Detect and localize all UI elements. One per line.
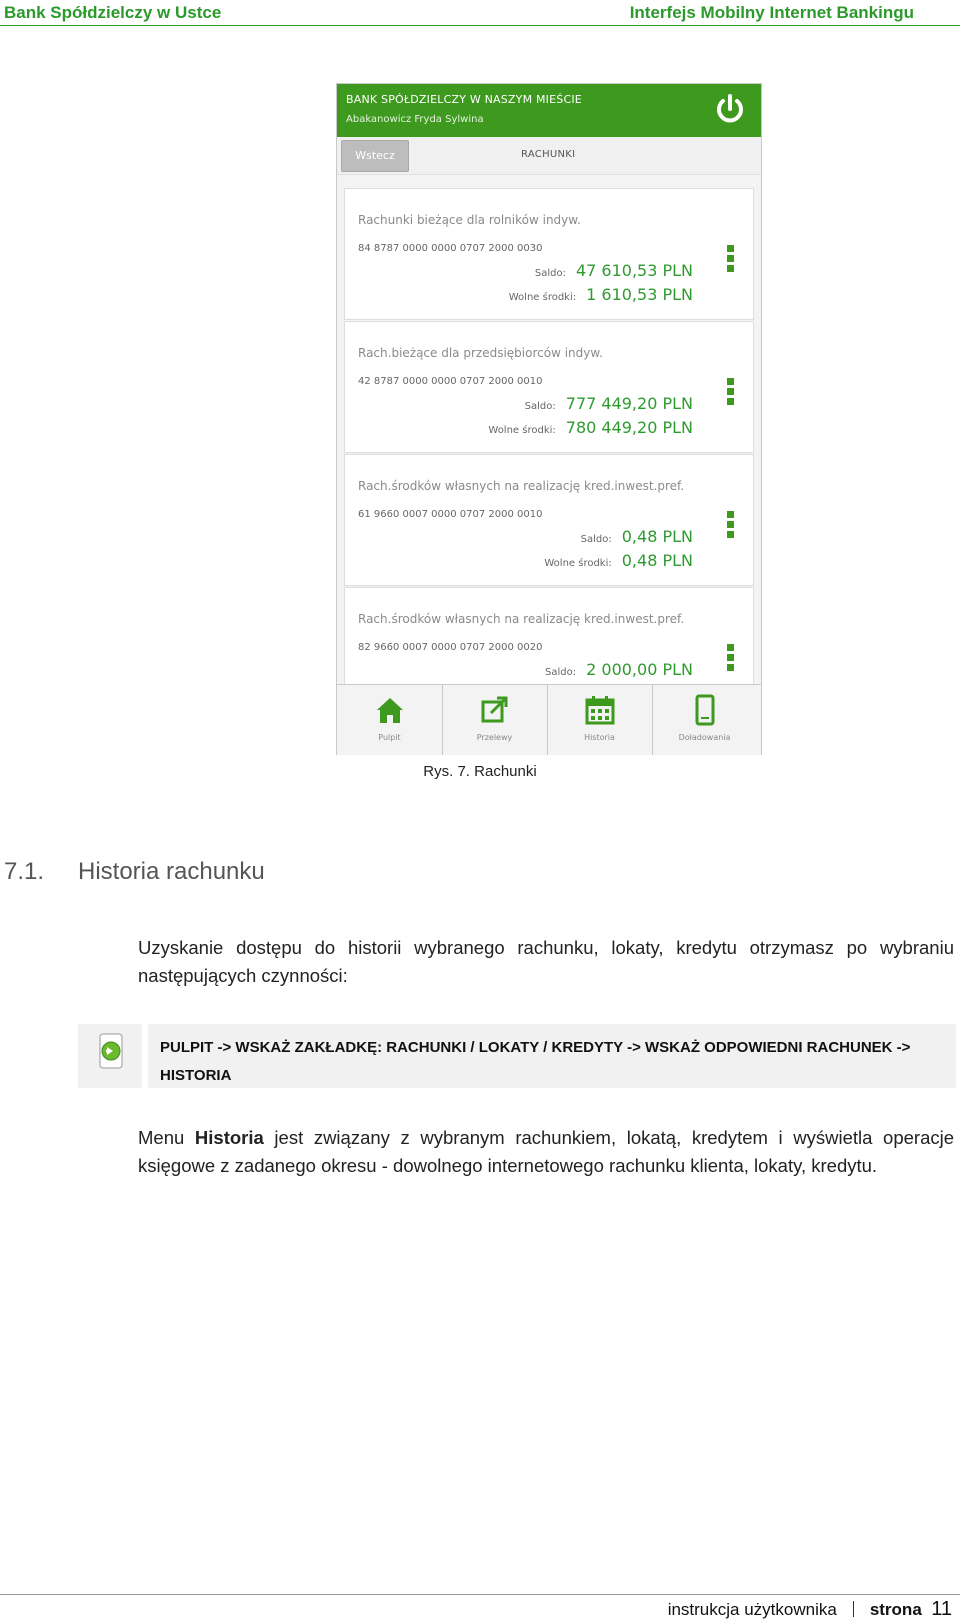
saldo-value: 47 610,53 PLN	[575, 261, 693, 280]
saldo-label: Saldo:	[534, 268, 566, 279]
account-free-funds	[509, 285, 693, 304]
saldo-label: Saldo:	[545, 667, 577, 678]
account-card[interactable]	[344, 454, 754, 586]
phone-icon	[688, 693, 722, 727]
account-number: 61 9660 0007 0000 0707 2000 0010	[358, 509, 543, 520]
power-icon[interactable]	[713, 92, 747, 126]
footer-separator	[853, 1601, 854, 1617]
screen-title: RACHUNKI	[521, 149, 576, 160]
tab-doladowania[interactable]	[652, 685, 757, 755]
tab-label: Historia	[584, 733, 615, 742]
free-funds-value: 780 449,20 PLN	[565, 418, 693, 437]
account-name: Rachunki bieżące dla rolników indyw.	[358, 213, 581, 227]
saldo-value: 0,48 PLN	[621, 527, 693, 546]
path-icon-cell	[78, 1024, 142, 1088]
app-bank-name: BANK SPÓŁDZIELCZY W NASZYM MIEŚCIE	[346, 93, 582, 106]
free-funds-value: 0,48 PLN	[621, 551, 693, 570]
kebab-menu-icon[interactable]	[727, 378, 735, 408]
figure-caption: Rys. 7. Rachunki	[423, 763, 537, 780]
body-paragraph	[138, 1124, 954, 1180]
calendar-icon	[583, 693, 617, 727]
account-free-funds	[488, 418, 693, 437]
back-button[interactable]: Wstecz	[341, 140, 409, 172]
section-heading	[4, 858, 265, 886]
tab-przelewy[interactable]	[442, 685, 548, 755]
free-funds-value: 1 610,53 PLN	[586, 285, 693, 304]
account-name: Rach.środków własnych na realizację kred.inwest.pref.	[358, 479, 685, 493]
app-nav-bar	[337, 137, 761, 175]
account-number: 84 8787 0000 0000 0707 2000 0030	[358, 243, 543, 254]
free-funds-label: Wolne środki:	[488, 425, 556, 436]
app-top-bar	[337, 84, 761, 137]
body-text-after: jest związany z wybranym rachunkiem, lokatą, kredytem i wyświetla operacje księgowe z zadanego okresu - dowolnego internetowego rachunku klienta, lokaty, kredytu.	[138, 1127, 955, 1176]
kebab-menu-icon[interactable]	[727, 245, 735, 275]
path-text-cell	[148, 1024, 956, 1088]
app-bottom-tabbar	[337, 684, 761, 755]
account-saldo	[525, 394, 693, 413]
kebab-menu-icon[interactable]	[727, 511, 735, 541]
account-number: 82 9660 0007 0000 0707 2000 0020	[358, 642, 543, 653]
saldo-label: Saldo:	[580, 534, 612, 545]
phone-screenshot	[336, 83, 762, 755]
navigation-path-box	[78, 1024, 956, 1088]
body-text-bold: Historia	[194, 1127, 264, 1148]
account-card[interactable]	[344, 321, 754, 453]
account-name: Rach.bieżące dla przedsiębiorców indyw.	[358, 346, 603, 360]
tab-label: Przelewy	[476, 733, 513, 742]
saldo-label: Saldo:	[524, 401, 556, 412]
tab-historia[interactable]	[547, 685, 653, 755]
account-saldo	[535, 261, 693, 280]
body-text-before: Menu	[138, 1127, 195, 1148]
section-title: Historia rachunku	[78, 858, 265, 885]
accounts-list	[337, 175, 761, 679]
saldo-value: 777 449,20 PLN	[565, 394, 693, 413]
account-name: Rach.środków własnych na realizację kred.inwest.pref.	[358, 612, 685, 626]
header-doc-title: Interfejs Mobilny Internet Bankingu	[629, 3, 914, 22]
footer-rule	[0, 1594, 960, 1595]
home-icon	[373, 693, 407, 727]
free-funds-label: Wolne środki:	[508, 292, 577, 303]
footer-page-word: strona	[869, 1600, 922, 1619]
transfer-icon	[478, 693, 512, 727]
header-rule	[0, 25, 960, 26]
tab-pulpit[interactable]	[337, 685, 443, 755]
footer-label: instrukcja użytkownika	[667, 1600, 837, 1619]
free-funds-label: Wolne środki:	[544, 558, 612, 569]
navigation-path: PULPIT -> WSKAŻ ZAKŁADKĘ: RACHUNKI / LOKATY / KREDYTY -> WSKAŻ ODPOWIEDNI RACHUNEK -> HISTORIA	[160, 1039, 911, 1084]
account-number: 42 8787 0000 0000 0707 2000 0010	[358, 376, 543, 387]
header-bank-name: Bank Spółdzielczy w Ustce	[4, 3, 222, 22]
app-user-name: Abakanowicz Fryda Sylwina	[346, 114, 484, 125]
section-number: 7.1.	[4, 858, 45, 885]
account-free-funds	[544, 551, 693, 570]
tab-label: Pulpit	[378, 733, 401, 742]
intro-paragraph: Uzyskanie dostępu do historii wybranego rachunku, lokaty, kredytu otrzymasz po wybraniu następujących czynności:	[138, 937, 954, 986]
tab-label: Doładowania	[678, 733, 731, 742]
footer	[668, 1598, 952, 1621]
kebab-menu-icon[interactable]	[727, 644, 735, 674]
arrow-button-icon	[78, 1024, 142, 1088]
saldo-value: 2 000,00 PLN	[586, 660, 693, 679]
account-saldo	[581, 527, 693, 546]
account-saldo	[545, 660, 693, 679]
footer-page-number: 11	[931, 1598, 952, 1620]
account-card[interactable]	[344, 188, 754, 320]
